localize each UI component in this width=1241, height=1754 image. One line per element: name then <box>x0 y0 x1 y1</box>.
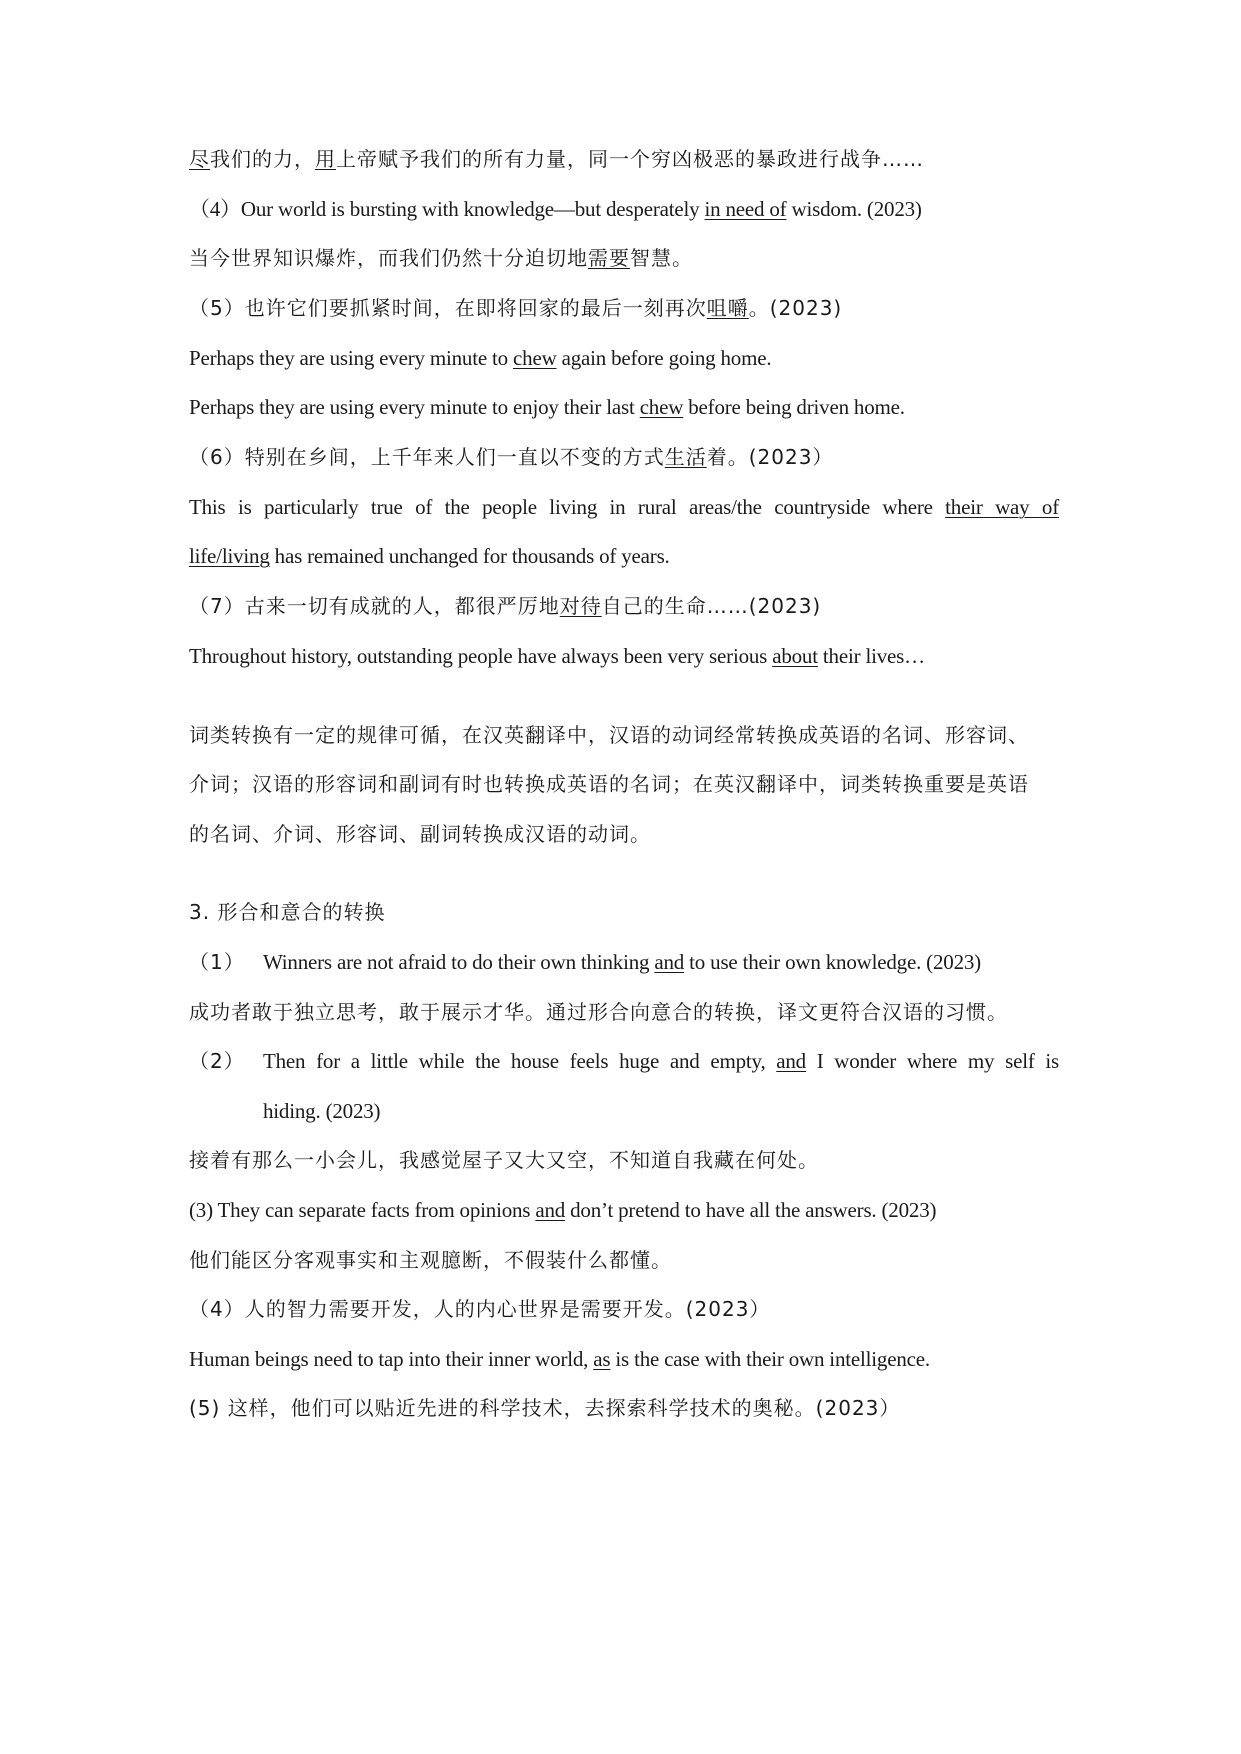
text-line: 他们能区分客观事实和主观臆断，不假装什么都懂。 <box>189 1248 672 1272</box>
text-line: life/living has remained unchanged for thousands of years. <box>189 544 670 568</box>
text-line: 当今世界知识爆炸，而我们仍然十分迫切地需要智慧。 <box>189 246 693 270</box>
text-line: (5) 这样，他们可以贴近先进的科学技术，去探索科学技术的奥秘。(2023） <box>189 1396 901 1420</box>
text-line: hiding. (2023) <box>263 1099 381 1123</box>
text-line: This is particularly true of the people living in rural areas/the countryside where their way of <box>189 495 1059 519</box>
text-line: Perhaps they are using every minute to chew again before going home. <box>189 346 772 370</box>
text-line: (3) They can separate facts from opinions and don’t pretend to have all the answers. (2023) <box>189 1198 937 1222</box>
text-line: 词类转换有一定的规律可循，在汉英翻译中，汉语的动词经常转换成英语的名词、形容词、 <box>189 723 1029 747</box>
text-line: 的名词、介词、形容词、副词转换成汉语的动词。 <box>189 822 651 846</box>
text-line: （1） Winners are not afraid to do their own thinking and to use their own knowledge. (2023) <box>189 950 981 974</box>
text-line: 成功者敢于独立思考，敢于展示才华。通过形合向意合的转换，译文更符合汉语的习惯。 <box>189 1000 1008 1024</box>
text-line: Throughout history, outstanding people have always been very serious about their lives… <box>189 644 925 668</box>
text-line: （4）人的智力需要开发，人的内心世界是需要开发。(2023） <box>189 1297 771 1321</box>
text-line: （6）特别在乡间，上千年来人们一直以不变的方式生活着。(2023） <box>189 445 834 469</box>
text-line: （4）Our world is bursting with knowledge—but desperately in need of wisdom. (2023) <box>189 197 922 221</box>
text-line: 介词；汉语的形容词和副词有时也转换成英语的名词；在英汉翻译中，词类转换重要是英语 <box>189 772 1029 796</box>
text-line: 尽我们的力，用上帝赋予我们的所有力量，同一个穷凶极恶的暴政进行战争…… <box>189 147 924 171</box>
text-line: （2） Then for a little while the house feels huge and empty, and I wonder where my self is <box>189 1049 1059 1073</box>
text-line: （7）古来一切有成就的人，都很严厉地对待自己的生命……(2023) <box>189 594 822 618</box>
text-line: 接着有那么一小会儿，我感觉屋子又大又空，不知道自我藏在何处。 <box>189 1148 819 1172</box>
text-line: Human beings need to tap into their inner world, as is the case with their own intelligence. <box>189 1347 930 1371</box>
section-heading: 3. 形合和意合的转换 <box>189 900 386 924</box>
text-line: （5）也许它们要抓紧时间，在即将回家的最后一刻再次咀嚼。(2023) <box>189 296 843 320</box>
text-line: Perhaps they are using every minute to enjoy their last chew before being driven home. <box>189 395 905 419</box>
